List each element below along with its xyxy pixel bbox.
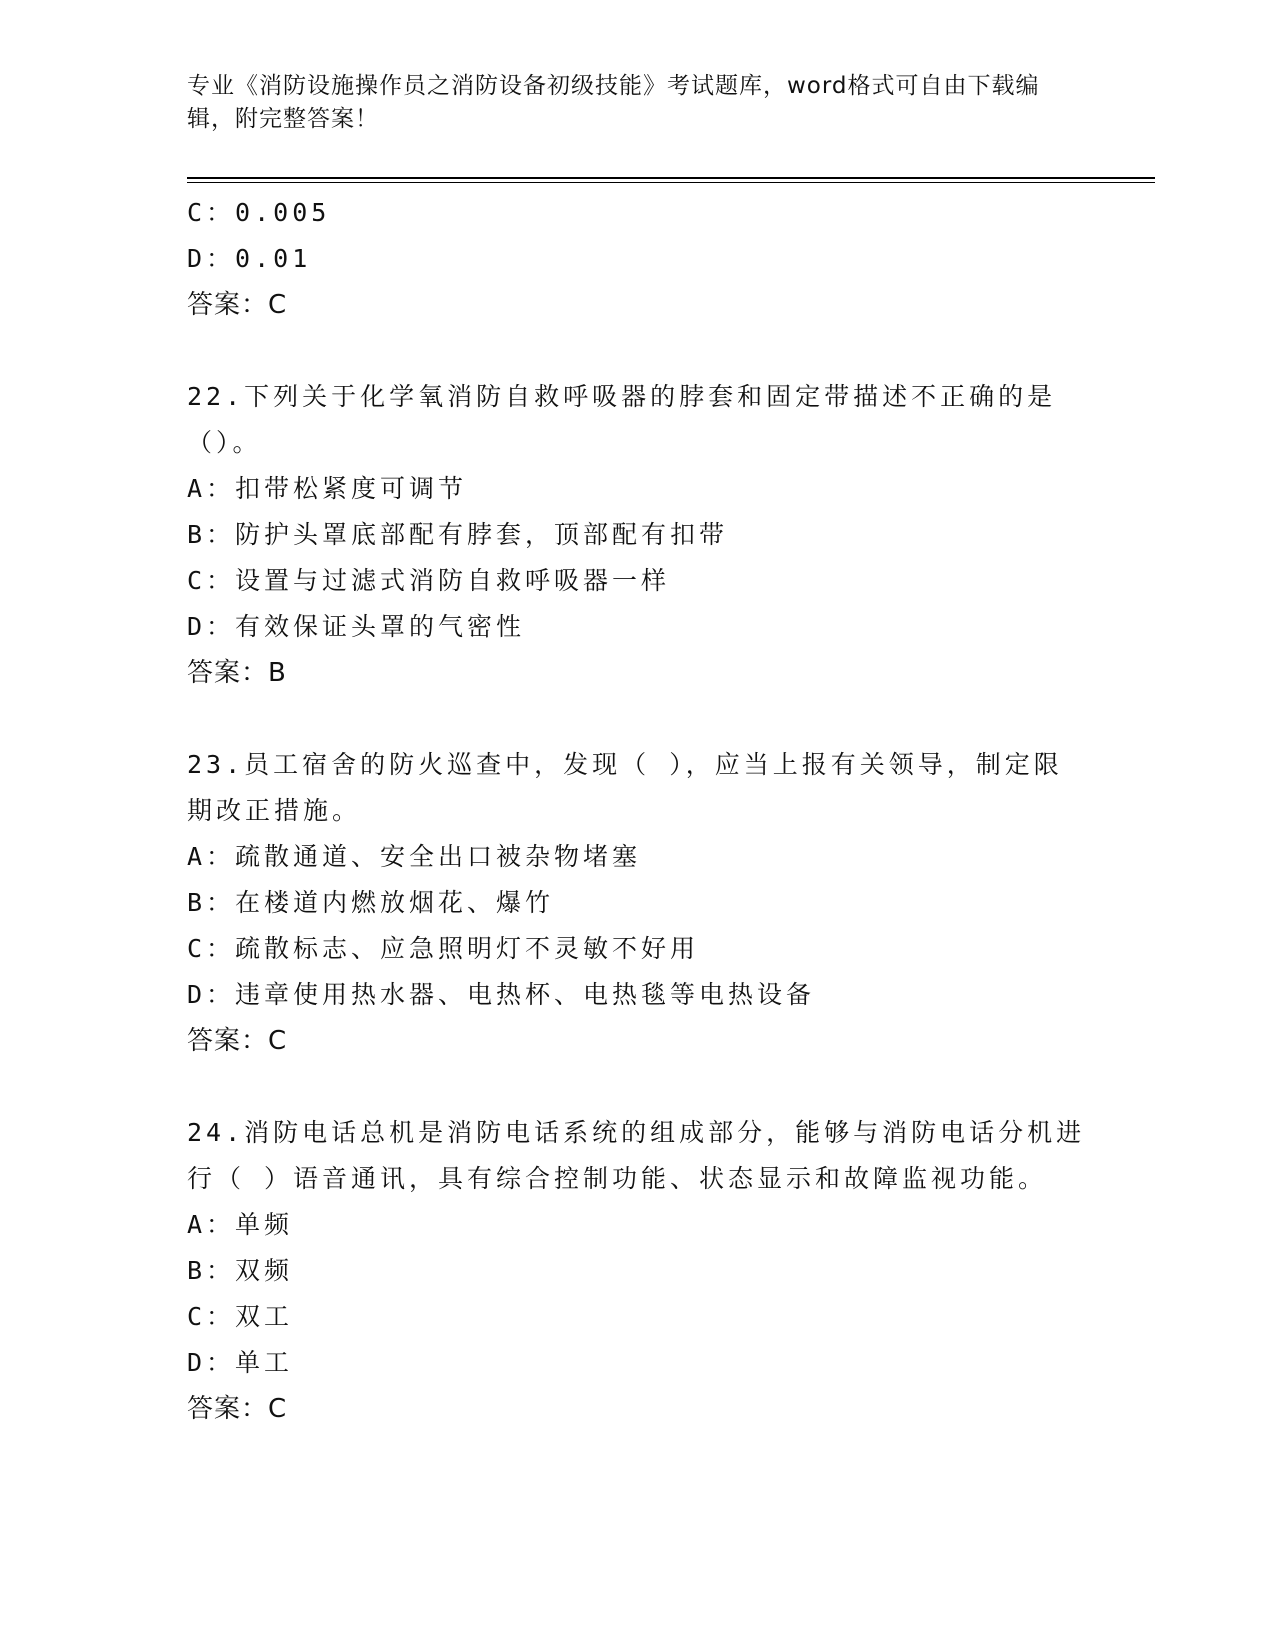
question-22 — [187, 374, 1087, 696]
option-c: C：疏散标志、应急照明灯不灵敏不好用 — [187, 934, 700, 963]
option-c: C：双工 — [187, 1302, 294, 1331]
answer-line: 答案：C — [187, 1026, 288, 1056]
header-text: 专业《消防设施操作员之消防设备初级技能》考试题库，word格式可自由下载编辑，附完整答案！ — [187, 73, 1040, 132]
question-24 — [187, 1110, 1087, 1432]
answer-line: 答案：B — [187, 658, 287, 688]
option-d: D：有效保证头罩的气密性 — [187, 612, 526, 641]
question-stem: 23.员工宿舍的防火巡查中，发现（ ），应当上报有关领导，制定限期改正措施。 — [187, 750, 1063, 825]
answer-line: 答案：C — [187, 290, 288, 320]
option-d: D：单工 — [187, 1348, 294, 1377]
prev-question-block — [187, 190, 1087, 328]
option-b: B：在楼道内燃放烟花、爆竹 — [187, 888, 555, 917]
header-divider — [187, 177, 1155, 179]
option-a: A：扣带松紧度可调节 — [187, 474, 468, 503]
answer-line: 答案：C — [187, 1394, 288, 1424]
question-stem: 22.下列关于化学氧消防自救呼吸器的脖套和固定带描述不正确的是（）。 — [187, 382, 1057, 457]
question-23 — [187, 742, 1087, 1064]
option-c: C：0.005 — [187, 198, 331, 227]
header-divider-thin — [187, 182, 1155, 183]
option-b: B：双频 — [187, 1256, 294, 1285]
option-d: D：违章使用热水器、电热杯、电热毯等电热设备 — [187, 980, 816, 1009]
option-a: A：疏散通道、安全出口被杂物堵塞 — [187, 842, 642, 871]
option-a: A：单频 — [187, 1210, 294, 1239]
question-content — [187, 190, 1087, 1432]
option-b: B：防护头罩底部配有脖套，顶部配有扣带 — [187, 520, 729, 549]
option-d: D：0.01 — [187, 244, 312, 273]
option-c: C：设置与过滤式消防自救呼吸器一样 — [187, 566, 671, 595]
question-stem: 24.消防电话总机是消防电话系统的组成部分，能够与消防电话分机进行（ ）语音通讯，具有综合控制功能、状态显示和故障监视功能。 — [187, 1118, 1086, 1193]
